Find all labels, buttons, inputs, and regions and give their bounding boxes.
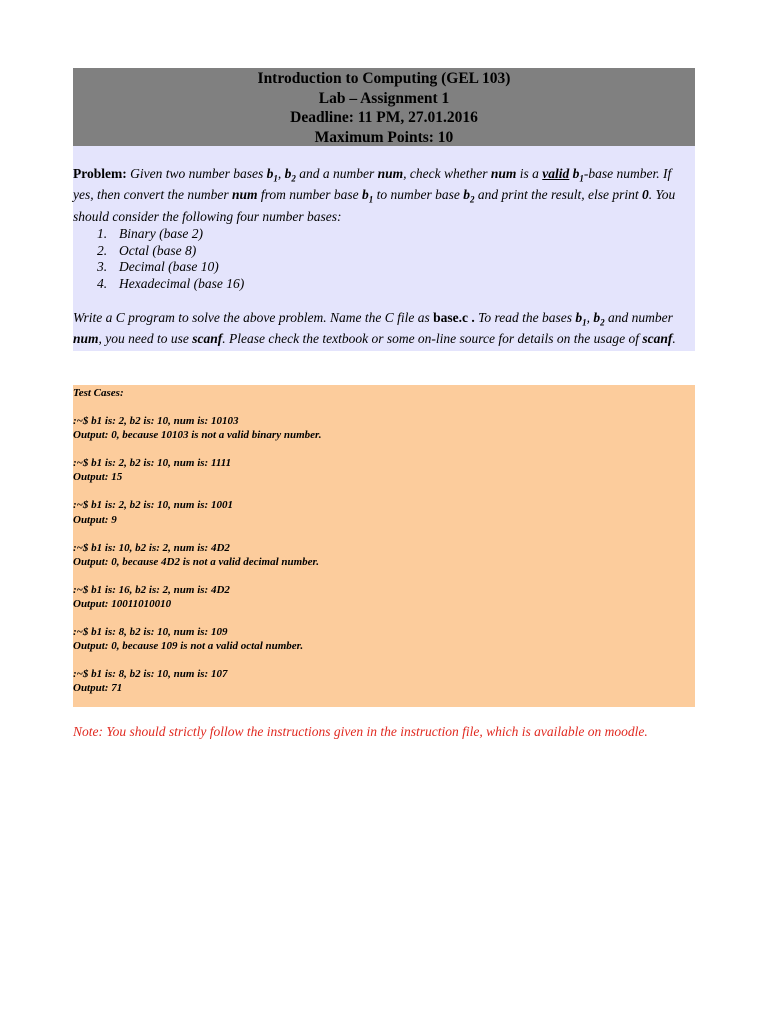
- title-block: [73, 68, 695, 146]
- list-item: 2. Octal (base 8): [97, 242, 197, 258]
- test-output: Output: 9: [73, 513, 117, 526]
- test-output: Output: 0, because 4D2 is not a valid decimal number.: [73, 555, 319, 568]
- deadline: Deadline: 11 PM, 27.01.2016: [290, 109, 478, 126]
- number-bases-list: [73, 226, 695, 293]
- list-item: 4. Hexadecimal (base 16): [97, 276, 245, 292]
- list-item: 3. Decimal (base 10): [97, 259, 219, 275]
- moodle-note: Note: You should strictly follow the instructions given in the instruction file, which is available on moodle.: [73, 724, 648, 739]
- test-command: :~$ b1 is: 8, b2 is: 10, num is: 109: [73, 625, 228, 638]
- test-output: Output: 15: [73, 471, 123, 484]
- lab-title: Lab – Assignment 1: [318, 89, 450, 107]
- problem-section: [73, 146, 695, 351]
- course-title: Introduction to Computing (GEL 103): [257, 70, 511, 87]
- test-command: :~$ b1 is: 2, b2 is: 10, num is: 10103: [73, 414, 239, 427]
- problem-statement: Problem: Given two number bases $b_1$, $b_2$ and a number num, check whether num is a valid $b_1$-base number. If yes, then convert the number num from number base $b_1$ to number base $b_2$ and print the result, else print 0. You should consider the following four number bases:: [73, 166, 676, 224]
- test-output: Output: 0, because 109 is not a valid octal number.: [73, 640, 304, 653]
- max-points: Maximum Points: 10: [314, 128, 454, 146]
- test-cases-box: [73, 385, 695, 707]
- test-output: Output: 10011010010: [73, 597, 172, 610]
- test-command: :~$ b1 is: 2, b2 is: 10, num is: 1001: [73, 499, 233, 512]
- test-command: :~$ b1 is: 8, b2 is: 10, num is: 107: [73, 668, 228, 681]
- assignment-sheet: [73, 68, 695, 351]
- test-command: :~$ b1 is: 16, b2 is: 2, num is: 4D2: [73, 583, 230, 596]
- test-output: Output: 71: [73, 682, 123, 695]
- test-cases-heading: Test Cases:: [73, 387, 124, 399]
- program-instructions: Write a C program to solve the above problem. Name the C file as base.c . To read the bases $b_1$, $b_2$ and number num, you need to use scanf. Please check the textbook or some on-line source for details on the usage of scanf.: [73, 309, 676, 347]
- test-command: :~$ b1 is: 10, b2 is: 2, num is: 4D2: [73, 541, 230, 554]
- test-command: :~$ b1 is: 2, b2 is: 10, num is: 1111: [73, 457, 232, 470]
- list-item: 1. Binary (base 2): [97, 225, 203, 241]
- test-output: Output: 0, because 10103 is not a valid binary number.: [73, 429, 322, 442]
